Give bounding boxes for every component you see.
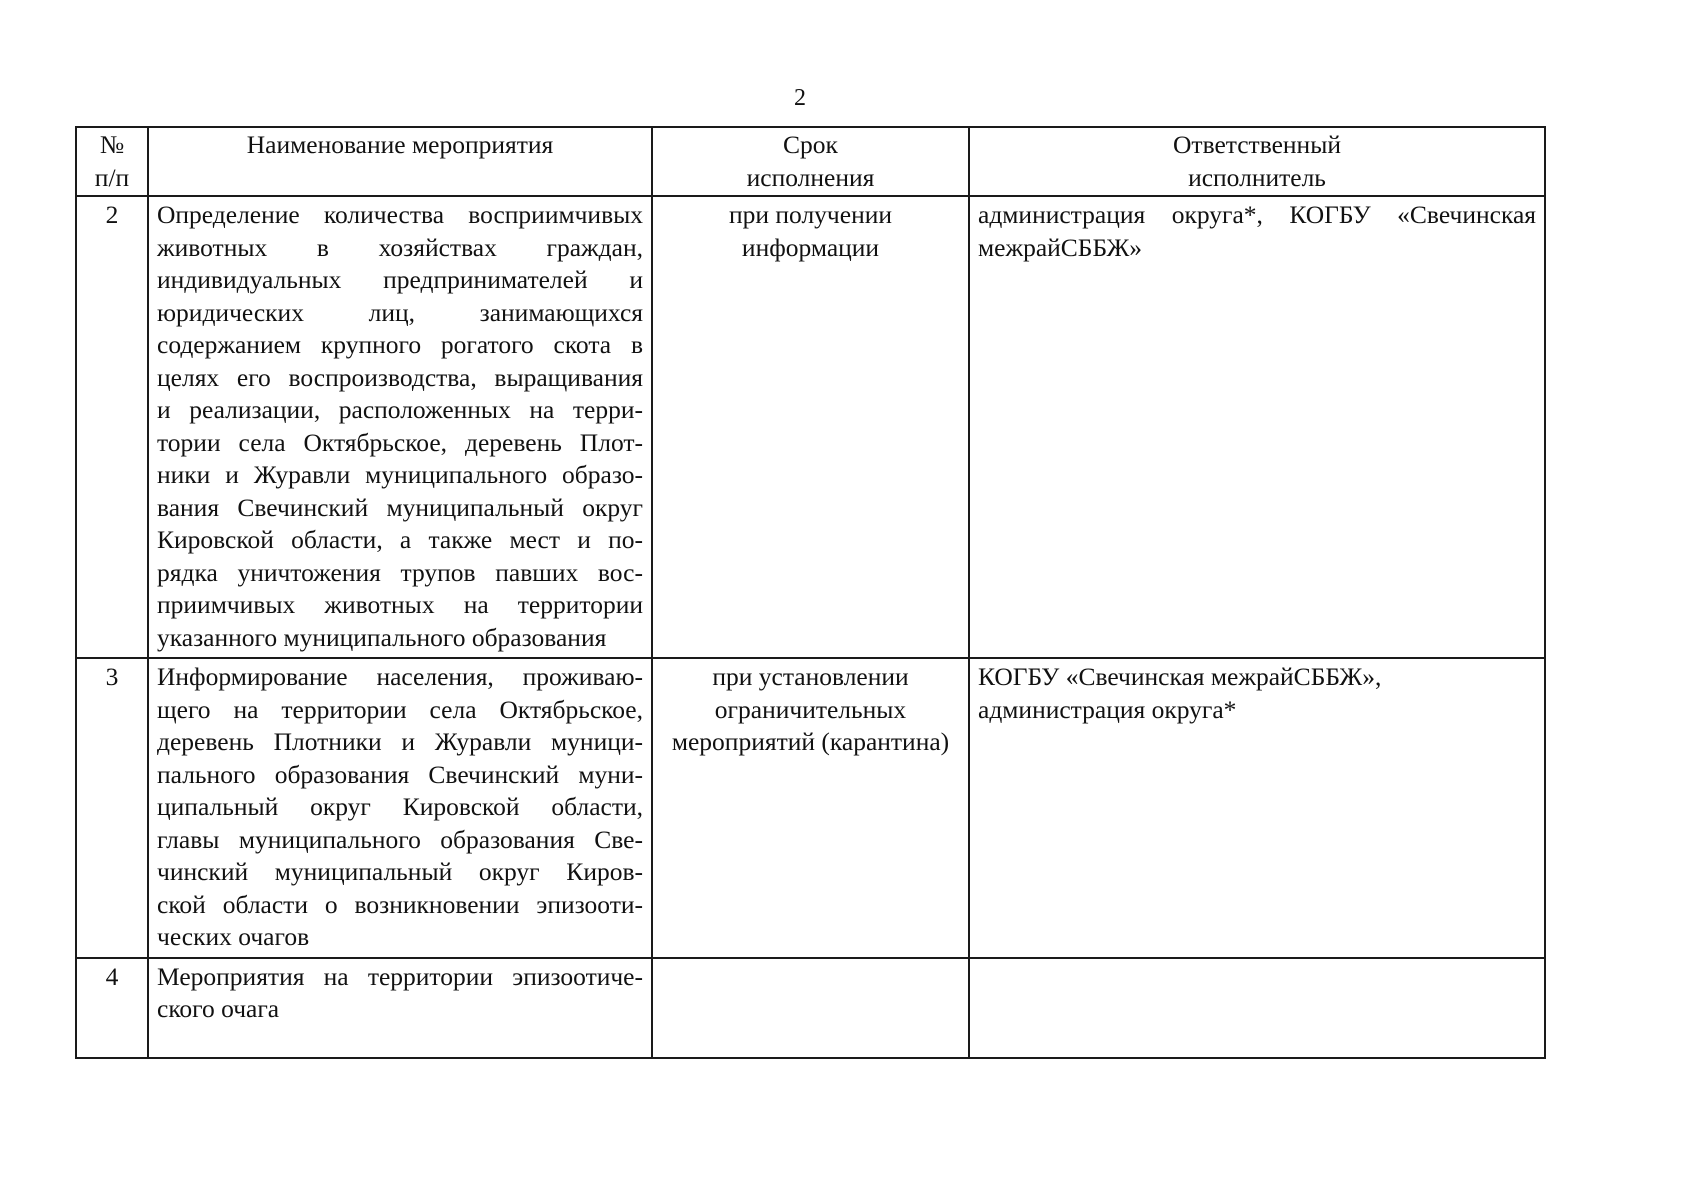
header-responsible	[969, 127, 1545, 196]
activity-name-line: чинский муниципальный округ Киров-	[157, 857, 643, 886]
table-header-row	[76, 127, 1545, 196]
activity-name-cell	[148, 958, 652, 1058]
term-cell	[652, 658, 969, 958]
header-number-line: №	[99, 130, 125, 159]
term-line: информации	[741, 232, 880, 262]
header-activity-name	[148, 127, 652, 196]
activity-name-line: указанного муниципального образования	[157, 622, 607, 652]
header-activity-name-line: Наименование мероприятия	[246, 130, 554, 159]
responsible-line: администрация округа*	[978, 694, 1237, 724]
activity-name-line: содержанием крупного рогатого скота в	[157, 330, 643, 359]
table-row	[76, 958, 1545, 1058]
term-line: при установлении	[712, 662, 909, 691]
activity-name-line: ского очага	[157, 994, 280, 1023]
header-number-line: п/п	[94, 162, 130, 192]
header-responsible-line: Ответственный	[1173, 130, 1341, 159]
activity-name-line: ники и Журавли муниципального образо-	[157, 460, 643, 489]
activity-name-line: деревень Плотники и Журавли муници-	[157, 727, 643, 756]
activity-name-line: ческих очагов	[157, 922, 310, 951]
table-row	[76, 658, 1545, 958]
activity-name-line: тории села Октябрьское, деревень Плот-	[157, 427, 643, 457]
table-row	[76, 196, 1545, 658]
term-line: мероприятий (карантина)	[671, 727, 950, 756]
responsible-cell	[969, 658, 1545, 958]
activity-name-line: Мероприятия на территории эпизоотиче-	[157, 961, 643, 991]
activity-name-line: целях его воспроизводства, выращивания	[157, 362, 643, 392]
header-number	[76, 127, 148, 196]
header-term-line: исполнения	[746, 162, 875, 192]
term-line: при получении	[728, 200, 893, 229]
activity-name-line: Определение количества восприимчивых	[157, 200, 643, 229]
activity-name-line: главы муниципального образования Све-	[157, 824, 643, 854]
term-cell	[652, 958, 969, 1058]
activity-name-line: индивидуальных предпринимателей и	[157, 265, 643, 294]
activity-name-line: вания Свечинский муниципальный округ	[157, 492, 643, 522]
activity-name-line: животных в хозяйствах граждан,	[157, 232, 643, 262]
responsible-cell	[969, 958, 1545, 1058]
activity-name-line: приимчивых животных на территории	[157, 590, 643, 619]
header-term	[652, 127, 969, 196]
activity-name-line: и реализации, расположенных на терри-	[157, 395, 643, 424]
responsible-line: администрация округа*, КОГБУ «Свечинская	[978, 200, 1536, 229]
activities-table	[75, 126, 1546, 1059]
activity-name-line: пального образования Свечинский муни-	[157, 759, 643, 789]
row-number: 4	[76, 958, 148, 1058]
activity-name-line: юридических лиц, занимающихся	[157, 297, 643, 327]
responsible-cell	[969, 196, 1545, 658]
activity-name-line: Кировской области, а также мест и по-	[157, 525, 643, 554]
responsible-line: КОГБУ «Свечинская межрайСББЖ»,	[978, 662, 1382, 691]
activity-name-cell	[148, 196, 652, 658]
page-number: 2	[794, 85, 806, 111]
term-cell	[652, 196, 969, 658]
activity-name-cell	[148, 658, 652, 958]
header-responsible-line: исполнитель	[1188, 162, 1326, 192]
activity-name-line: ской области о возникновении эпизооти-	[157, 889, 643, 919]
responsible-line: межрайСББЖ»	[978, 232, 1143, 262]
activity-name-line: ципальный округ Кировской области,	[157, 792, 643, 821]
activity-name-line: рядка уничтожения трупов павших вос-	[157, 557, 643, 587]
header-term-line: Срок	[783, 130, 838, 159]
activity-name-line: щего на территории села Октябрьское,	[157, 694, 643, 724]
activity-name-line: Информирование населения, проживаю-	[157, 662, 643, 691]
row-number: 2	[76, 196, 148, 658]
term-line: ограничительных	[714, 694, 907, 724]
row-number: 3	[76, 658, 148, 958]
